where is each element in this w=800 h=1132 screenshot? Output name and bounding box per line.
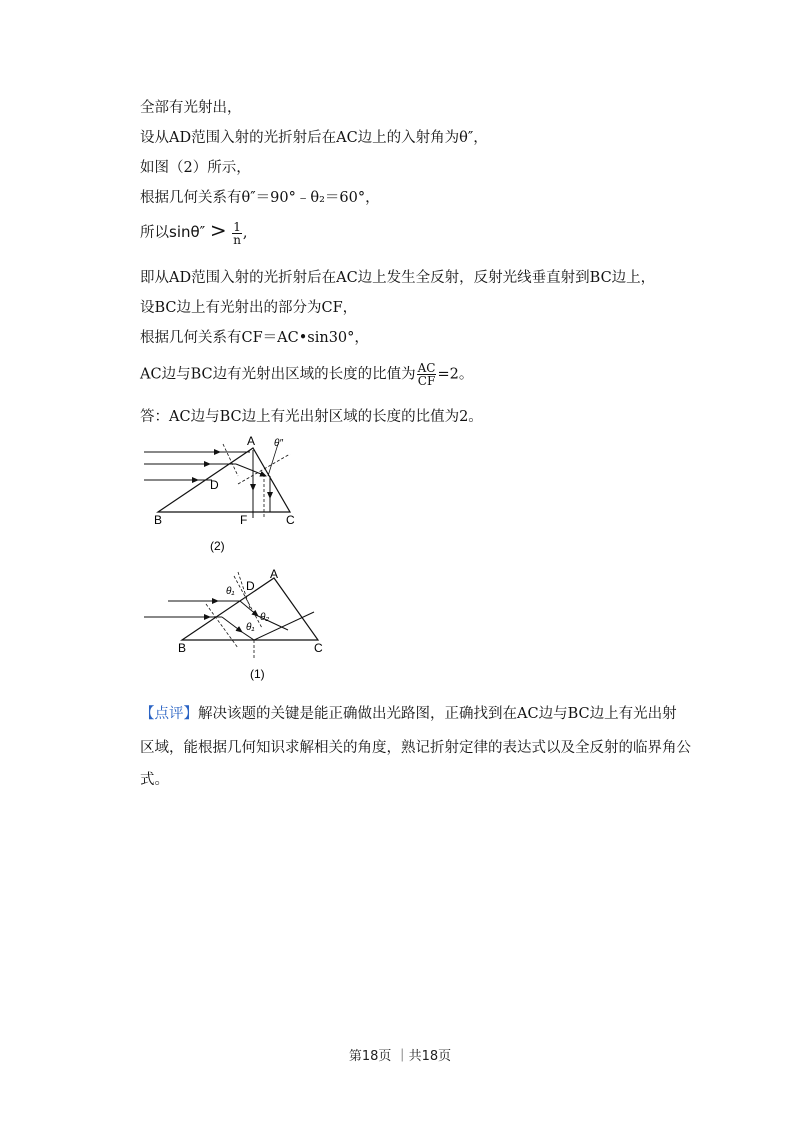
review-line-3: 式。 [140,772,169,788]
text-line-3: 如图（2）所示， [140,160,251,176]
text-line-6: 即从AD范围入射的光折射后在AC边上发生全反射，反射光线垂直射到BC边上， [140,270,656,286]
refracted-ray-segment [242,632,254,640]
fraction-one-over-n [232,221,242,246]
greater-than-sign: > [209,218,227,242]
label-theta1-second: θ₁ [246,622,255,633]
review-text-1: 解决该题的关键是能正确做出光路图，正确找到在AC边与BC边上有光出射 [198,706,677,722]
label-c: C [314,641,323,655]
answer-line: 答：AC边与BC边上有光出射区域的长度的比值为2。 [140,409,483,425]
label-b: B [154,513,163,527]
fraction-denominator: n [233,232,241,247]
text-line-2: 设从AD范围入射的光折射后在AC边上的入射角为θ″， [140,130,488,146]
sin-expression: sinθ″ [169,223,206,241]
text-line-9 [140,362,473,387]
label-c: C [286,513,295,527]
text-line-5 [140,220,248,246]
label-d: D [246,579,255,593]
label-b: B [178,641,187,655]
figure-1-diagram [138,568,338,686]
page-footer: 第18页 ｜共18页 [348,1049,452,1064]
text-line-7: 设BC边上有光射出的部分为CF， [140,300,358,316]
label-d: D [210,478,219,492]
label-theta: θ″ [274,438,283,449]
figure-2-diagram [138,432,318,557]
label-f: F [240,513,248,527]
fraction-ac-over-cf [417,362,437,387]
label-theta1: θ₁ [226,586,235,597]
fraction-denominator: CF [417,374,436,388]
fraction-numerator: AC [417,361,436,375]
fraction-numerator: 1 [233,219,241,234]
text-line-5-prefix: 所以 [140,225,169,241]
text-line-9-suffix: =2。 [437,366,474,383]
figure-1-caption: (1) [250,667,265,681]
review-line-2: 区域，能根据几何知识求解相关的角度，熟记折射定律的表达式以及全反射的临界角公 [140,740,691,756]
text-line-4: 根据几何关系有θ″＝90°﹣θ₂＝60°， [140,190,380,206]
review-line-1 [140,704,677,724]
label-theta2: θ₂ [260,612,270,623]
label-a: A [247,434,256,448]
review-tag: 【点评】 [140,706,198,722]
figure-2-caption: (2) [210,539,225,553]
text-line-9-prefix: AC边与BC边有光射出区域的长度的比值为 [140,366,416,383]
text-line-1: 全部有光射出， [140,100,242,116]
text-line-5-suffix: , [242,225,248,241]
label-a: A [270,568,279,581]
text-line-8: 根据几何关系有CF＝AC•sin30°， [140,330,369,346]
